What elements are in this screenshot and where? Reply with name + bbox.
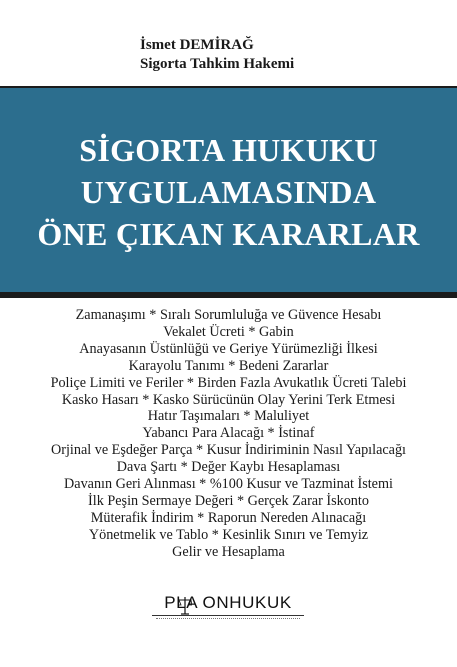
topic-line: Orjinal ve Eşdeğer Parça * Kusur İndiriminin Nasıl Yapılacağı [51,442,406,459]
topic-line: Yabancı Para Alacağı * İstinaf [142,425,315,442]
title-line-2: UYGULAMASINDA [80,174,377,210]
topic-line: İlk Peşin Sermaye Değeri * Gerçek Zarar İskonto [88,492,369,509]
topic-line: Kasko Hasarı * Kasko Sürücünün Olay Yerini Terk Etmesi [61,391,396,408]
topic-line: Zamanaşımı * Sıralı Sorumluluğa ve Güvence Hesabı [75,307,382,323]
topic-line: Davanın Geri Alınması * %100 Kusur ve Tazminat İstemi [64,476,393,493]
topic-line: Poliçe Limiti ve Feriler * Birden Fazla Avukatlık Ücreti Talebi [50,374,407,391]
topic-line: Hatır Taşımaları * Maluliyet [147,408,310,425]
author-role: Sigorta Tahkim Hakemi [140,56,295,72]
topic-line: Müterafik İndirim * Raporun Nereden Alınacağı [90,509,367,526]
book-title [0,129,457,255]
topics-list [0,307,457,561]
topic-line: Anayasanın Üstünlüğü ve Geriye Yürümezliği İlkesi [79,340,378,357]
scales-of-justice-icon [178,595,192,617]
topic-line: Dava Şartı * Değer Kaybı Hesaplaması [116,459,341,476]
publisher-name: PLA ONHUKUK [164,593,292,612]
topic-line: Gelir ve Hesaplama [172,543,285,560]
publisher-logo [148,593,308,629]
author-block [140,36,294,74]
publisher-subline [156,618,300,621]
title-line-3: ÖNE ÇIKAN KARARLAR [37,216,420,252]
topic-line: Yönetmelik ve Tablo * Kesinlik Sınırı ve Temyiz [88,526,369,543]
topic-line: Vekalet Ücreti * Gabin [163,323,294,340]
title-line-1: SİGORTA HUKUKU [79,132,378,168]
topic-line: Karayolu Tanımı * Bedeni Zararlar [128,357,329,374]
publisher-underline [152,615,304,616]
author-name: İsmet DEMİRAĞ [140,37,254,53]
